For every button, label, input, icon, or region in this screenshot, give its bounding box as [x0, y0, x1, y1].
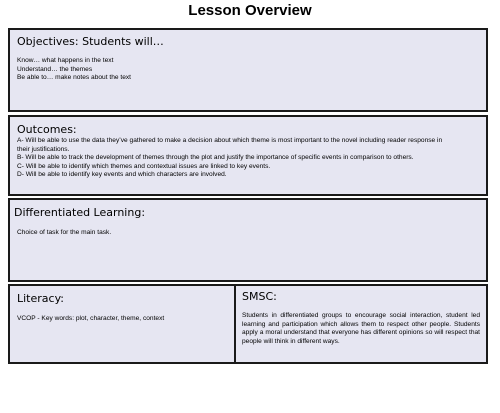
- page-title: Lesson Overview: [188, 2, 312, 19]
- objectives-list: [17, 57, 131, 83]
- outcomes-item: their justifications.: [17, 145, 70, 153]
- outcomes-item: B- Will be able to track the development of themes through the plot and justify the importance of specific events in comparison to others.: [17, 154, 414, 162]
- literacy-heading: Literacy:: [17, 292, 64, 305]
- smsc-text: Students in differentiated groups to encourage social interaction, student led learning and participation which allows them to respect other people. Students apply a moral understand that everyone has different opinions so will respect that people will think in different ways.: [242, 312, 480, 345]
- differentiated-learning-heading: Differentiated Learning:: [14, 206, 146, 219]
- outcomes-item: D- Will be able to identify key events and which characters are involved.: [17, 171, 227, 179]
- differentiated-learning-text: Choice of task for the main task.: [17, 229, 112, 236]
- smsc-heading: SMSC:: [242, 290, 277, 303]
- objectives-heading: Objectives: Students will…: [17, 35, 164, 48]
- outcomes-heading: Outcomes:: [17, 123, 77, 136]
- outcomes-item: A- Will be able to use the data they’ve gathered to make a decision about which theme is most important to the novel including reader response in: [17, 137, 443, 144]
- objectives-item: Be able to… make notes about the text: [17, 74, 131, 82]
- literacy-text: VCOP - Key words: plot, character, theme, context: [17, 315, 165, 322]
- objectives-item: Understand… the themes: [17, 65, 93, 73]
- objectives-item: Know… what happens in the text: [17, 57, 114, 64]
- outcomes-list: [17, 137, 442, 180]
- outcomes-item: C- Will be able to identify which themes and contextual issues are linked to key events.: [17, 162, 271, 170]
